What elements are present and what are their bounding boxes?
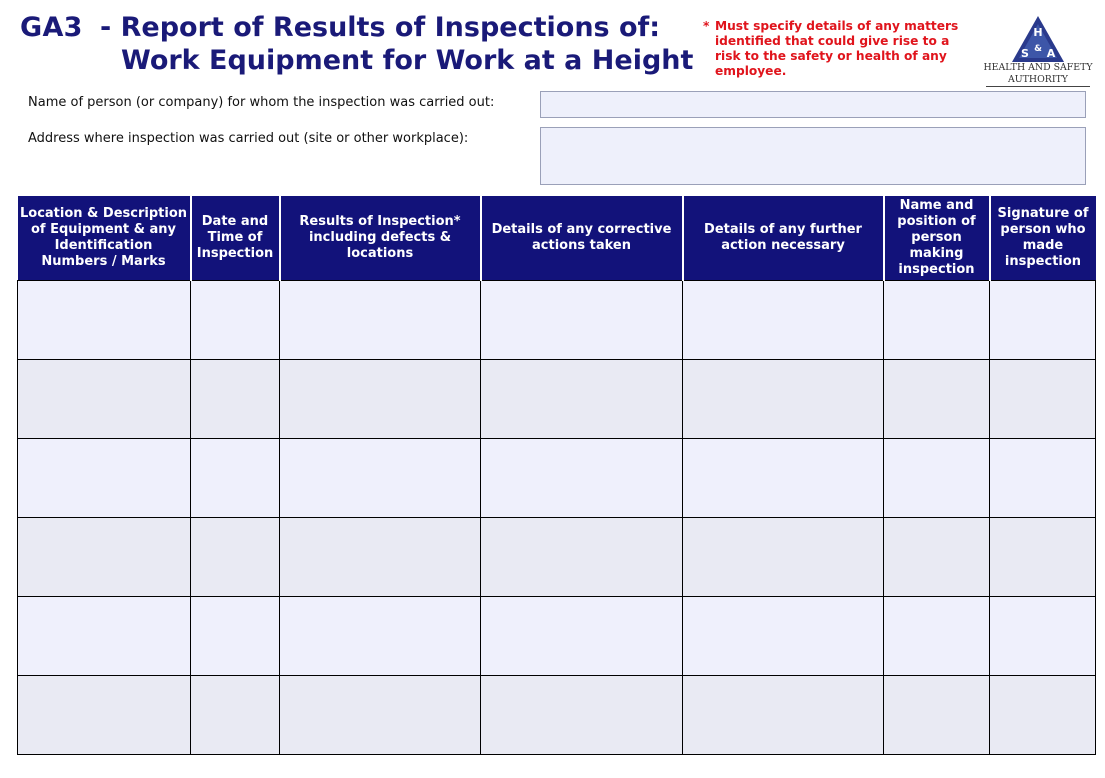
table-cell[interactable] [191, 281, 280, 360]
table-header-row [18, 196, 1096, 281]
person-input[interactable] [540, 91, 1086, 118]
table-cell[interactable] [18, 518, 191, 597]
col-header-inspector-name: Name and position of person making inspection [884, 196, 990, 281]
table-cell[interactable] [481, 281, 683, 360]
logo-letter-h: H [1033, 26, 1043, 39]
table-cell[interactable] [884, 281, 990, 360]
page-title-line-2: Work Equipment for Work at a Height [121, 45, 694, 76]
logo-org-line-2: AUTHORITY [1008, 74, 1068, 85]
table-cell[interactable] [191, 360, 280, 439]
table-row [18, 281, 1096, 360]
requirement-note-text: Must specify details of any matters identified that could give rise to a risk to the safety or health of any employee. [715, 19, 959, 78]
person-label: Name of person (or company) for whom the inspection was carried out: [28, 95, 495, 110]
col-header-corrective-actions: Details of any corrective actions taken [481, 196, 683, 281]
table-cell[interactable] [990, 518, 1096, 597]
table-cell[interactable] [990, 281, 1096, 360]
table-cell[interactable] [280, 518, 481, 597]
table-cell[interactable] [990, 360, 1096, 439]
address-label: Address where inspection was carried out (site or other workplace): [28, 131, 469, 146]
table-row [18, 676, 1096, 755]
table-cell[interactable] [683, 518, 884, 597]
page-title-line-1: - Report of Results of Inspections of: [100, 12, 661, 43]
table-cell[interactable] [191, 439, 280, 518]
address-input[interactable] [540, 127, 1086, 185]
table-cell[interactable] [191, 676, 280, 755]
table-cell[interactable] [884, 676, 990, 755]
table-cell[interactable] [990, 597, 1096, 676]
table-row [18, 439, 1096, 518]
table-cell[interactable] [191, 597, 280, 676]
table-cell[interactable] [481, 439, 683, 518]
table-cell[interactable] [481, 360, 683, 439]
table-cell[interactable] [683, 360, 884, 439]
table-cell[interactable] [884, 518, 990, 597]
col-header-signature: Signature of person who made inspection [990, 196, 1096, 281]
col-header-further-action: Details of any further action necessary [683, 196, 884, 281]
table-cell[interactable] [884, 439, 990, 518]
table-cell[interactable] [481, 518, 683, 597]
table-cell[interactable] [191, 518, 280, 597]
hsa-logo [982, 14, 1094, 88]
table-cell[interactable] [18, 281, 191, 360]
requirement-note [703, 19, 973, 79]
table-cell[interactable] [18, 597, 191, 676]
logo-org-line-1: HEALTH AND SAFETY [983, 62, 1093, 73]
table-cell[interactable] [18, 439, 191, 518]
table-cell[interactable] [481, 597, 683, 676]
col-header-location: Location & Description of Equipment & any Identification Numbers / Marks [18, 196, 191, 281]
table-cell[interactable] [683, 676, 884, 755]
logo-underline [986, 86, 1090, 87]
table-cell[interactable] [683, 439, 884, 518]
table-cell[interactable] [280, 281, 481, 360]
table-cell[interactable] [884, 360, 990, 439]
table-row [18, 518, 1096, 597]
table-cell[interactable] [280, 597, 481, 676]
hsa-triangle-icon [1010, 14, 1066, 64]
form-code: GA3 [20, 12, 83, 43]
logo-ampersand: & [1034, 44, 1042, 54]
table-cell[interactable] [18, 676, 191, 755]
logo-letter-s: S [1021, 47, 1029, 60]
table-cell[interactable] [990, 439, 1096, 518]
col-header-results: Results of Inspection* including defects & locations [280, 196, 481, 281]
table-cell[interactable] [18, 360, 191, 439]
table-cell[interactable] [884, 597, 990, 676]
table-cell[interactable] [481, 676, 683, 755]
table-cell[interactable] [683, 281, 884, 360]
table-row [18, 597, 1096, 676]
table-row [18, 360, 1096, 439]
table-cell[interactable] [683, 597, 884, 676]
col-header-date-time: Date and Time of Inspection [191, 196, 280, 281]
inspection-table [17, 196, 1096, 755]
asterisk-marker: * [703, 19, 710, 33]
table-cell[interactable] [280, 360, 481, 439]
table-cell[interactable] [280, 676, 481, 755]
logo-organisation-name [982, 62, 1094, 86]
table-cell[interactable] [990, 676, 1096, 755]
table-cell[interactable] [280, 439, 481, 518]
logo-letter-a: A [1046, 47, 1056, 60]
